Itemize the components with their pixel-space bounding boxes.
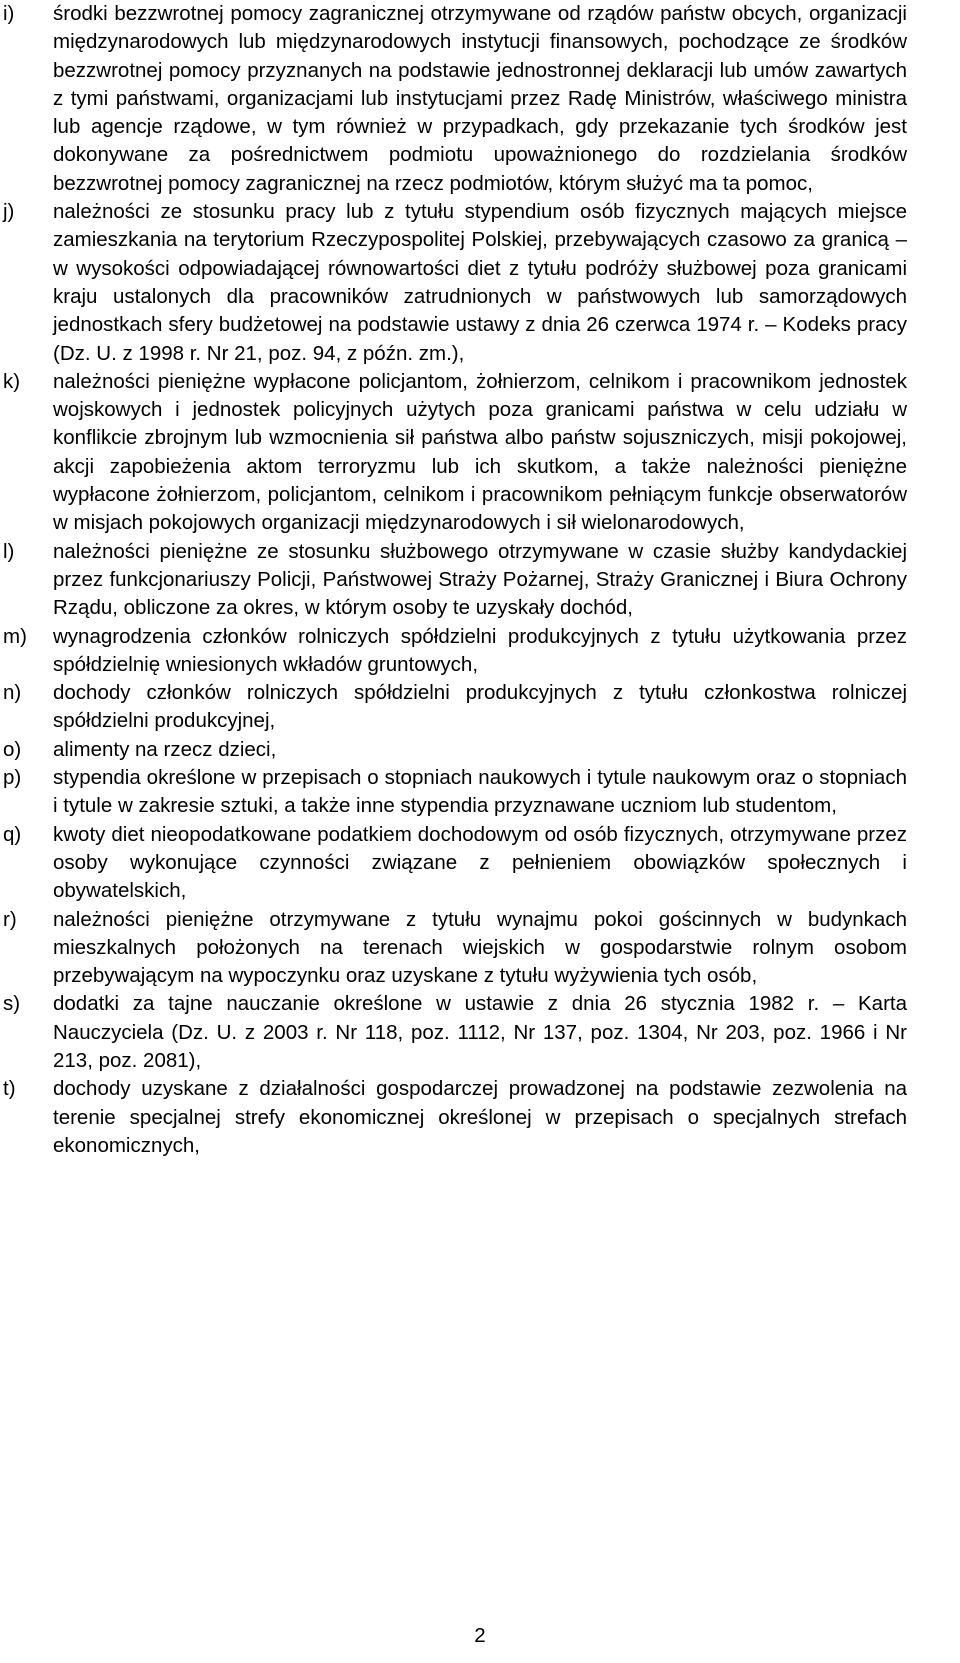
page-number: 2 (474, 1624, 486, 1647)
list-item-j (0, 198, 907, 368)
list-marker: t) (3, 1077, 16, 1101)
list-item-n (0, 679, 907, 736)
list-item-text: środki bezzwrotnej pomocy zagranicznej otrzymywane od rządów państw obcych, organizacji międzynarodowych lub międzynarodowych instytucji finansowych, pochodzące ze środków bezzwrotnej pomocy przyznanych na podstawie jednostronnej deklaracji lub umów zawartych z tymi państwami, organizacjami lub instytucjami przez Radę Ministrów, właściwego ministra lub agencje rządowe, w tym również w przypadkach, gdy przekazanie tych środków jest dokonywane za pośrednictwem podmiotu upoważnionego do rozdzielania środków bezzwrotnej pomocy zagranicznej na rzecz podmiotów, którym służyć ma ta pomoc, (53, 2, 907, 195)
list-marker: q) (3, 822, 22, 846)
list-item-text: należności pieniężne ze stosunku służbowego otrzymywane w czasie służby kandydackiej przez funkcjonariuszy Policji, Państwowej Straży Pożarnej, Straży Granicznej i Biura Ochrony Rządu, obliczone za okres, w którym osoby te uzyskały dochód, (53, 539, 907, 620)
list-item-text: alimenty na rzecz dzieci, (53, 737, 277, 761)
list-marker: r) (3, 907, 17, 931)
list-item-r (0, 906, 907, 991)
list-item-text: wynagrodzenia członków rolniczych spółdzielni produkcyjnych z tytułu użytkowania przez spółdzielnię wniesionych wkładów gruntowych, (53, 624, 907, 676)
list-item-o (0, 736, 907, 764)
list-item-text: należności ze stosunku pracy lub z tytułu stypendium osób fizycznych mających miejsce zamieszkania na terytorium Rzeczypospolitej Polskiej, przebywających czasowo za granicą – w wysokości odpowiadającej równowartości diet z tytułu podróży służbowej poza granicami kraju ustalonych dla pracowników zatrudnionych w państwowych lub samorządowych jednostkach sfery budżetowej na podstawie ustawy z dnia 26 czerwca 1974 r. – Kodeks pracy (Dz. U. z 1998 r. Nr 21, poz. 94, z późn. zm.), (53, 200, 907, 365)
list-item-i (0, 0, 907, 198)
list-item-text: kwoty diet nieopodatkowane podatkiem dochodowym od osób fizycznych, otrzymywane przez osoby wykonujące czynności związane z pełnieniem obowiązków społecznych i obywatelskich, (53, 822, 907, 903)
list-item-text: dochody uzyskane z działalności gospodarczej prowadzonej na podstawie zezwolenia na terenie specjalnej strefy ekonomicznej określonej w przepisach o specjalnych strefach ekonomicznych, (53, 1077, 907, 1157)
list-item-t (0, 1075, 907, 1160)
list-marker: m) (3, 624, 27, 648)
list-item-text: należności pieniężne otrzymywane z tytułu wynajmu pokoi gościnnych w budynkach mieszkalnych położonych na terenach wiejskich w gospodarstwie rolnym osobom przebywającym na wypoczynku oraz uzyskane z tytułu wyżywienia tych osób, (53, 907, 907, 988)
list-item-text: dodatki za tajne nauczanie określone w ustawie z dnia 26 stycznia 1982 r. – Karta Nauczyciela (Dz. U. z 2003 r. Nr 118, poz. 1112, Nr 137, poz. 1304, Nr 203, poz. 1966 i Nr 213, poz. 2081), (53, 992, 907, 1072)
list-item-k (0, 368, 907, 538)
list-marker: i) (3, 2, 15, 25)
list-marker: k) (3, 369, 21, 393)
list-item-text: dochody członków rolniczych spółdzielni produkcyjnych z tytułu członkostwa rolniczej spółdzielni produkcyjnej, (53, 681, 907, 733)
list-item-q (0, 821, 907, 906)
list-marker: j) (3, 200, 15, 224)
list-item-p (0, 764, 907, 821)
list-marker: p) (3, 766, 22, 790)
list-item-s (0, 990, 907, 1075)
list-marker: s) (3, 992, 21, 1016)
list-item-l (0, 538, 907, 623)
list-item-text: należności pieniężne wypłacone policjantom, żołnierzom, celnikom i pracownikom jednostek wojskowych i jednostek policyjnych użytych poza granicami państwa w celu udziału w konflikcie zbrojnym lub wzmocnienia sił państwa albo państw sojuszniczych, misji pokojowej, akcji zapobieżenia aktom terroryzmu lub ich skutkom, a także należności pieniężne wypłacone żołnierzom, policjantom, celnikom i pracownikom pełniącym funkcje obserwatorów w misjach pokojowych organizacji międzynarodowych i sił wielonarodowych, (53, 369, 907, 535)
list-marker: l) (3, 539, 15, 563)
list-item-text: stypendia określone w przepisach o stopniach naukowych i tytule naukowym oraz o stopniach i tytule w zakresie sztuki, a także inne stypendia przyznawane uczniom lub studentom, (53, 766, 907, 818)
list-item-m (0, 623, 907, 680)
list-marker: o) (3, 737, 22, 761)
list-marker: n) (3, 681, 22, 705)
